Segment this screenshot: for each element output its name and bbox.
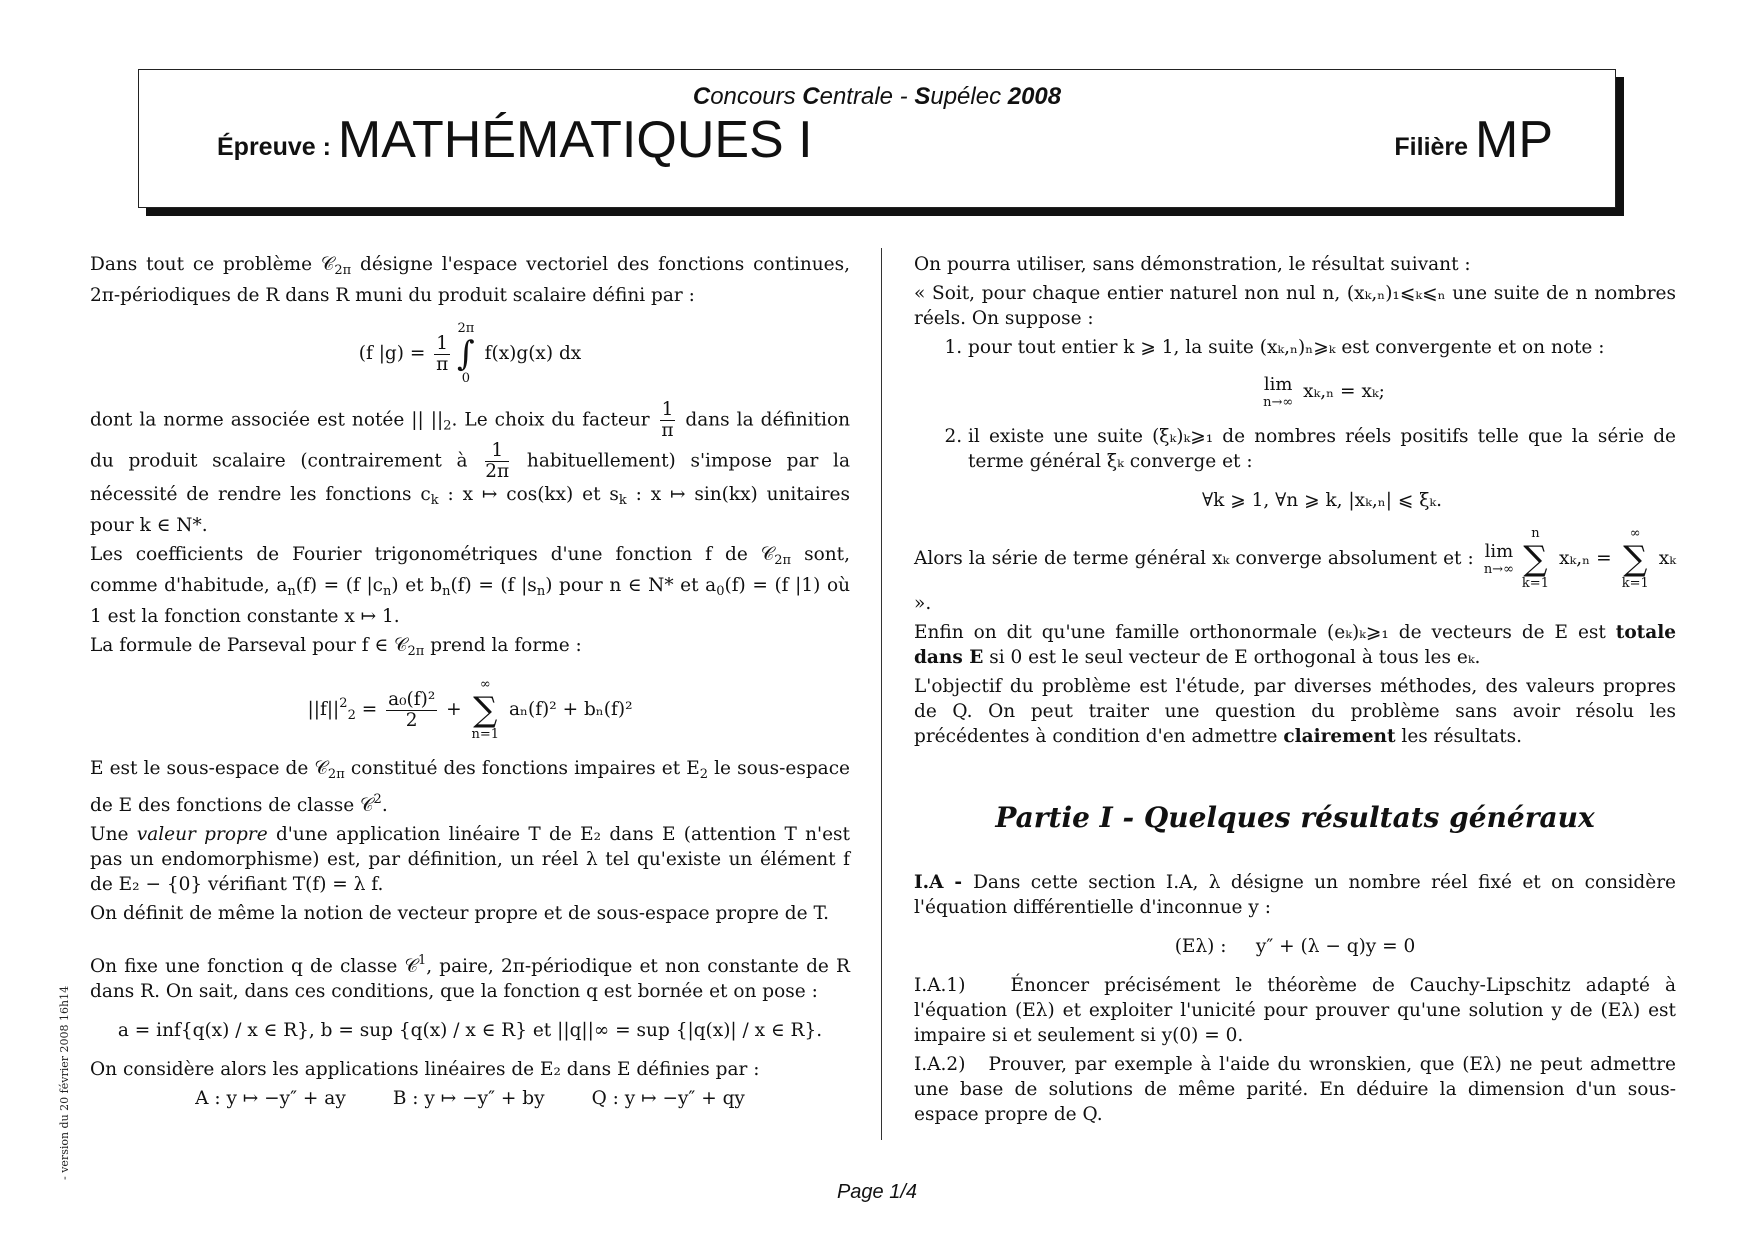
sum-symbol: ∑ bbox=[1623, 539, 1648, 579]
text: constitué des fonctions impaires et E bbox=[344, 758, 700, 779]
limit-op bbox=[1484, 541, 1514, 577]
sum-symbol: ∑ bbox=[473, 690, 498, 730]
subscript: 2π bbox=[774, 553, 792, 568]
filiere-value: MP bbox=[1475, 111, 1553, 169]
left-column bbox=[90, 252, 850, 1125]
text: : x ↦ sin(kx) unitaires pour k ∈ N*. bbox=[90, 484, 850, 536]
text: , paire, 2π-périodique et non constante de R dans R. On sait, dans ces conditions, que la fonction q est bornée et on pose : bbox=[90, 956, 850, 1002]
subscript: 2π bbox=[407, 644, 425, 659]
italic-term: valeur propre bbox=[136, 824, 268, 845]
question-label: I.A.2) bbox=[914, 1054, 966, 1075]
integral-upper: 2π bbox=[457, 321, 475, 336]
text: L'objectif du problème est l'étude, par diverses méthodes, des valeurs propres de Q. On peut traiter une question du problème sans avoir résolu les précédentes à condition d'en admettre bbox=[914, 676, 1676, 747]
text: le sous-espace de E des fonctions de classe 𝒞 bbox=[90, 758, 851, 816]
lim-symbol: lim bbox=[1263, 374, 1293, 395]
sum bbox=[1622, 527, 1649, 591]
hypothesis-item-1 bbox=[968, 335, 1676, 410]
lim-lower: n→∞ bbox=[1263, 395, 1294, 410]
text: dans la définition du produit scalaire (contrairement à bbox=[90, 409, 850, 472]
filiere bbox=[1394, 111, 1553, 169]
eq-rhs: xₖ,ₙ = xₖ; bbox=[1297, 381, 1385, 402]
column-divider bbox=[881, 248, 882, 1140]
sum-lower: k=1 bbox=[1521, 576, 1549, 591]
subscript: 2π bbox=[327, 767, 345, 782]
text: désigne l'espace vectoriel des fonctions continues, 2π-périodiques de R dans R muni du produit scalaire défini par : bbox=[90, 254, 850, 306]
text: pour tout entier k ⩾ 1, la suite (xₖ,ₙ)ₙ⩾ₖ est convergente et on note : bbox=[968, 337, 1605, 358]
contest-word1: oncours bbox=[710, 83, 803, 110]
text: prend la forme : bbox=[424, 635, 582, 656]
text: dont la norme associée est notée || || bbox=[90, 409, 444, 431]
paragraph-result-quote: « Soit, pour chaque entier naturel non nul n, (xₖ,ₙ)₁⩽ₖ⩽ₙ une suite de n nombres réels. On suppose : bbox=[914, 283, 1676, 329]
equals: = bbox=[355, 699, 384, 720]
paragraph-eigenvalue bbox=[90, 822, 850, 897]
paragraph-intro bbox=[90, 252, 850, 308]
paragraph-fourier bbox=[90, 542, 850, 629]
plus: + bbox=[440, 699, 468, 720]
question-label: I.A.1) bbox=[914, 975, 966, 996]
subscript: 2 bbox=[443, 418, 452, 434]
text: E est le sous-espace de 𝒞 bbox=[90, 758, 328, 779]
numerator: 1 bbox=[436, 332, 449, 354]
paragraph-subspace bbox=[90, 756, 850, 818]
contest-s: S bbox=[914, 83, 931, 110]
text: : x ↦ cos(kx) et s bbox=[438, 484, 619, 505]
eq-lhs: (f |g) = bbox=[358, 343, 432, 364]
subscript: n bbox=[383, 584, 392, 599]
text: Alors la série de terme général xₖ converge absolument et : bbox=[914, 548, 1480, 569]
hypothesis-item-2 bbox=[968, 424, 1676, 513]
text: Énoncer précisément le théorème de Cauchy-Lipschitz adapté à l'équation (Eλ) et exploiter l'unicité pour prouver qu'une solution y de (Eλ) est impaire si et seulement si y(0) = 0. bbox=[914, 975, 1676, 1046]
paragraph-conclusion bbox=[914, 527, 1676, 616]
fraction bbox=[434, 334, 450, 375]
text: sont, comme d'habitude, a bbox=[90, 544, 850, 596]
paragraph-norm bbox=[90, 400, 850, 538]
contest-word2: entrale - bbox=[819, 83, 915, 110]
paragraph-function-q bbox=[90, 948, 850, 1004]
part-title: Partie I - Quelques résultats généraux bbox=[995, 801, 1595, 834]
page-number: Page 1/4 bbox=[836, 1181, 918, 1203]
sum-upper: ∞ bbox=[1629, 526, 1641, 541]
header-box bbox=[138, 69, 1616, 208]
paragraph-objective bbox=[914, 674, 1676, 749]
text: La formule de Parseval pour f ∈ 𝒞 bbox=[90, 635, 408, 656]
text: les résultats. bbox=[1395, 726, 1523, 747]
denominator: π bbox=[436, 353, 449, 375]
sum bbox=[1522, 527, 1549, 591]
text: (f) = (f |c bbox=[295, 575, 384, 596]
question-ia1 bbox=[914, 973, 1676, 1048]
version-note: - version du 20 février 2008 16h14 bbox=[58, 985, 71, 1180]
text: (f) = (f |s bbox=[450, 575, 537, 596]
bold-term: clairement bbox=[1283, 726, 1396, 747]
text: Une bbox=[90, 824, 137, 845]
sum-lower: n=1 bbox=[471, 727, 500, 742]
superscript: 2 bbox=[373, 792, 382, 807]
question-ia2 bbox=[914, 1052, 1676, 1127]
eq-lhs: ||f|| bbox=[307, 699, 340, 720]
subscript: n bbox=[287, 584, 296, 599]
subscript: n bbox=[442, 584, 451, 599]
contest-word3: upélec bbox=[930, 83, 1008, 110]
subscript: k bbox=[430, 493, 439, 508]
epreuve-label: Épreuve : bbox=[217, 133, 338, 161]
text: Prouver, par exemple à l'aide du wronskien, que (Eλ) ne peut admettre une base de solutions de même parité. En déduire la dimension d'un sous-espace propre de Q. bbox=[914, 1054, 1676, 1125]
equation-bounds: a = inf{q(x) / x ∈ R}, b = sup {q(x) / x ∈ R} et ||q||∞ = sup {|q(x)| / x ∈ R}. bbox=[117, 1020, 823, 1041]
denominator: 2π bbox=[485, 461, 510, 482]
text: habituellement) s'impose par la nécessité de rendre les fonctions c bbox=[90, 450, 850, 505]
subscript: 2π bbox=[334, 263, 352, 278]
text: Enfin on dit qu'une famille orthonormale (eₖ)ₖ⩾₁ de vecteurs de E est bbox=[914, 622, 1616, 643]
subscript: k bbox=[618, 493, 627, 508]
equation-el: (Eλ) : y″ + (λ − q)y = 0 bbox=[1174, 936, 1416, 957]
paragraph-eigenvector: On définit de même la notion de vecteur propre et de sous-espace propre de T. bbox=[90, 903, 829, 924]
denominator: π bbox=[661, 420, 674, 441]
sum bbox=[472, 678, 500, 742]
epreuve bbox=[217, 111, 813, 169]
limit-op bbox=[1263, 374, 1293, 410]
lim-symbol: lim bbox=[1484, 541, 1514, 562]
contest-c2: C bbox=[802, 83, 820, 110]
eq-rhs: aₙ(f)² + bₙ(f)² bbox=[503, 699, 633, 720]
text: xₖ ». bbox=[914, 548, 1676, 614]
fraction bbox=[660, 400, 676, 441]
numerator: 1 bbox=[485, 441, 509, 462]
text: Dans tout ce problème 𝒞 bbox=[90, 254, 335, 275]
sum-upper: n bbox=[1531, 526, 1540, 541]
numerator: a₀(f)² bbox=[388, 688, 436, 710]
text: Dans cette section I.A, λ désigne un nombre réel fixé et on considère l'équation différentielle d'inconnue y : bbox=[914, 872, 1676, 918]
text: . bbox=[381, 795, 388, 816]
denominator: 2 bbox=[405, 709, 418, 731]
paragraph-parseval bbox=[90, 633, 850, 664]
text: On fixe une fonction q de classe 𝒞 bbox=[90, 956, 418, 977]
paragraph-total-family bbox=[914, 620, 1676, 670]
filiere-label: Filière bbox=[1394, 133, 1475, 161]
text: il existe une suite (ξₖ)ₖ⩾₁ de nombres réels positifs telle que la série de terme général ξₖ converge et : bbox=[968, 426, 1676, 472]
text: (f) = (f |1) où 1 est la fonction constante x ↦ 1. bbox=[90, 575, 850, 627]
section-ia bbox=[914, 870, 1676, 920]
bold-term: totale dans E bbox=[914, 622, 1676, 668]
contest-c: C bbox=[692, 83, 711, 110]
subscript: n bbox=[536, 584, 546, 599]
text: d'une application linéaire T de E₂ dans E (attention T n'est pas un endomorphisme) est, par définition, un réel λ tel qu'existe un élément f de E₂ − {0} vérifiant T(f) = λ f. bbox=[90, 824, 850, 895]
text: ) et b bbox=[391, 575, 443, 596]
text: Les coefficients de Fourier trigonométriques d'une fonction f de 𝒞 bbox=[90, 544, 775, 565]
eq-rhs: f(x)g(x) dx bbox=[478, 343, 582, 364]
numerator: 1 bbox=[661, 399, 674, 420]
subscript: 0 bbox=[716, 584, 725, 599]
superscript: 2 bbox=[339, 696, 348, 711]
integral-symbol: ∫ bbox=[457, 334, 475, 374]
superscript: 1 bbox=[417, 953, 427, 968]
equation-limit bbox=[968, 374, 1676, 410]
paragraph-maps: On considère alors les applications linéaires de E₂ dans E définies par : bbox=[90, 1059, 760, 1080]
text: . Le choix du facteur bbox=[451, 409, 657, 431]
paragraph-result-intro: On pourra utiliser, sans démonstration, le résultat suivant : bbox=[914, 254, 1471, 275]
sum-lower: k=1 bbox=[1621, 576, 1649, 591]
equation-domination: ∀k ⩾ 1, ∀n ⩾ k, |xₖ,ₙ| ⩽ ξₖ. bbox=[1201, 490, 1443, 511]
sum-symbol: ∑ bbox=[1523, 539, 1548, 579]
fraction bbox=[386, 690, 437, 731]
text: xₖ,ₙ = bbox=[1552, 548, 1618, 569]
integral bbox=[457, 322, 475, 386]
fraction bbox=[485, 441, 509, 482]
contest-year: 2008 bbox=[1007, 83, 1062, 110]
sum-upper: ∞ bbox=[479, 677, 491, 692]
text: ) pour n ∈ N* et a bbox=[545, 575, 717, 596]
contest-title bbox=[139, 84, 1615, 109]
equation-scalar-product bbox=[90, 322, 850, 386]
subject-title: MATHÉMATIQUES I bbox=[337, 111, 813, 169]
subscript: 2 bbox=[347, 708, 356, 723]
text: si 0 est le seul vecteur de E orthogonal à tous les eₖ. bbox=[983, 647, 1481, 668]
integral-lower: 0 bbox=[461, 371, 471, 386]
hypothesis-list bbox=[914, 335, 1676, 513]
right-column bbox=[914, 252, 1676, 1131]
equation-maps: A : y ↦ −y″ + ay B : y ↦ −y″ + by Q : y ↦ −y″ + qy bbox=[195, 1088, 745, 1109]
section-label: I.A - bbox=[914, 872, 974, 893]
subscript: 2 bbox=[699, 767, 709, 782]
equation-parseval bbox=[90, 678, 850, 742]
lim-lower: n→∞ bbox=[1483, 562, 1514, 577]
